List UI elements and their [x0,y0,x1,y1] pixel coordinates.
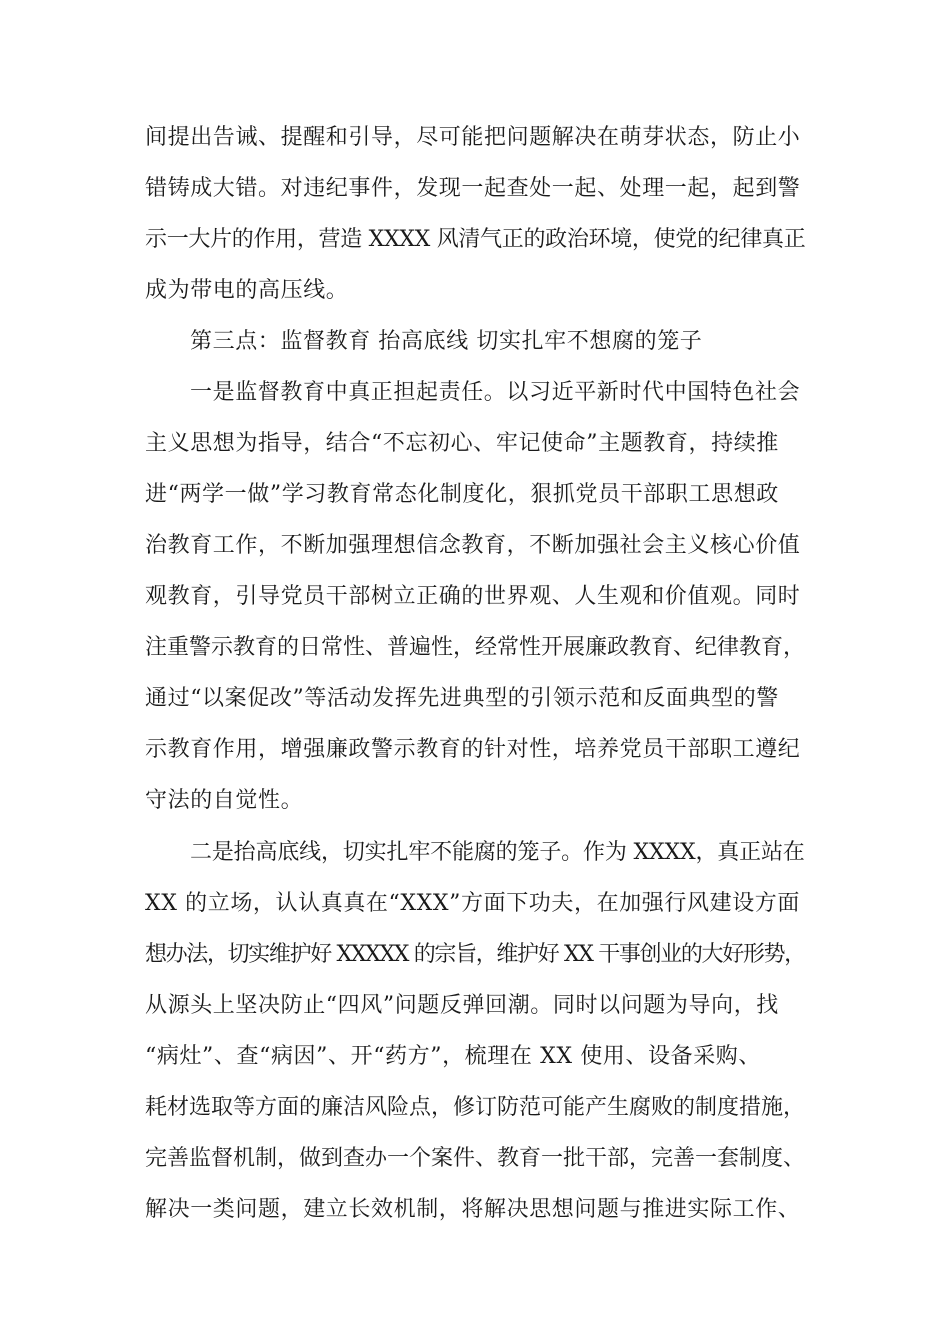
text-line: 示教育作用，增强廉政警示教育的针对性，培养党员干部职工遵纪 [145,737,801,762]
text-line: 耗材选取等方面的廉洁风险点，修订防范可能产生腐败的制度措施， [145,1095,806,1120]
text-line: XX 的立场，认认真真在“XXX”方面下功夫，在加强行风建设方面 [145,891,800,916]
text-line: 错铸成大错。对违纪事件，发现一起查处一起、处理一起，起到警 [145,176,801,201]
text-line: 一是监督教育中真正担起责任。以习近平新时代中国特色社会 [190,380,801,405]
text-line: 完善监督机制，做到查办一个案件、教育一批干部，完善一套制度、 [145,1146,806,1171]
section-heading: 第三点：监督教育 抬高底线 切实扎牢不想腐的笼子 [190,329,703,354]
text-line: 守法的自觉性。 [145,788,304,813]
text-line: 解决一类问题，建立长效机制，将解决思想问题与推进实际工作、 [145,1197,801,1222]
text-line: 注重警示教育的日常性、普遍性，经常性开展廉政教育、纪律教育， [145,635,806,660]
text-line: 治教育工作，不断加强理想信念教育，不断加强社会主义核心价值 [145,533,801,558]
text-line: 进“两学一做”学习教育常态化制度化，狠抓党员干部职工思想政 [145,482,779,507]
text-line: 想办法，切实维护好 XXXXX 的宗旨，维护好 XX 干事创业的大好形势， [145,942,805,967]
text-line: 主义思想为指导，结合“不忘初心、牢记使命”主题教育，持续推 [145,431,779,456]
text-line: 观教育，引导党员干部树立正确的世界观、人生观和价值观。同时 [145,584,801,609]
text-line: 通过“以案促改”等活动发挥先进典型的引领示范和反面典型的警 [145,686,779,711]
text-line: 间提出告诫、提醒和引导，尽可能把问题解决在萌芽状态，防止小 [145,125,801,150]
text-line: 从源头上坚决防止“四风”问题反弹回潮。同时以问题为导向，找 [145,993,779,1018]
text-line: “病灶”、查“病因”、开“药方”，梳理在 XX 使用、设备采购、 [145,1044,761,1069]
text-line: 示一大片的作用，营造 XXXX 风清气正的政治环境，使党的纪律真正 [145,227,806,252]
text-line: 二是抬高底线，切实扎牢不能腐的笼子。作为 XXXX，真正站在 [190,840,805,865]
text-line: 成为带电的高压线。 [145,278,349,303]
